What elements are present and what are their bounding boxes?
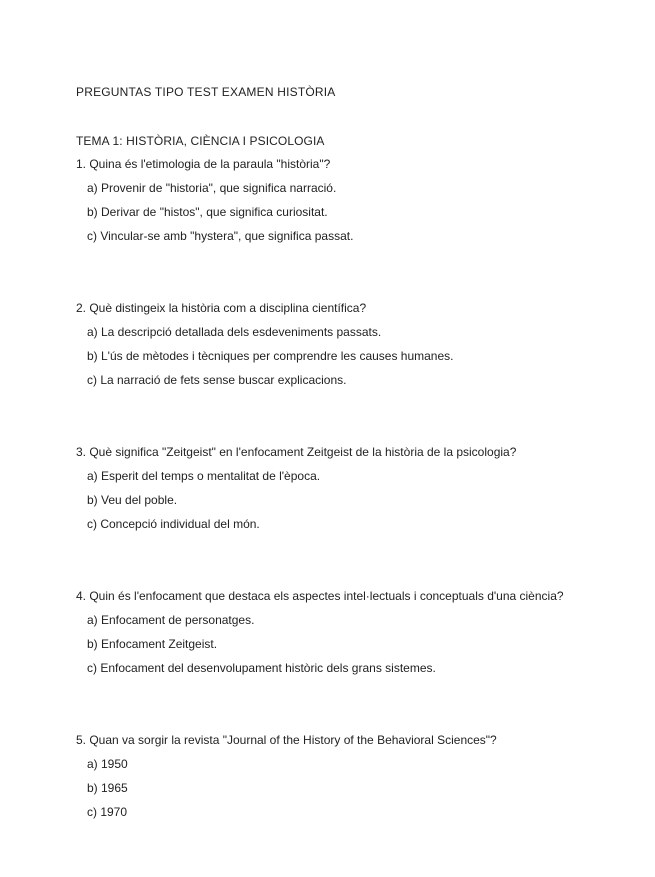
answer-option: b) Enfocament Zeitgeist. [87,637,218,651]
question-5 [76,733,636,829]
question-text: 3. Què significa "Zeitgeist" en l'enfocament Zeitgeist de la història de la psicologia? [76,445,517,459]
answer-option: a) La descripció detallada dels esdeveniments passats. [87,325,382,339]
question-1 [76,157,636,253]
answer-option: c) La narració de fets sense buscar explicacions. [87,373,347,387]
answer-option: c) Vincular-se amb "hystera", que significa passat. [87,229,354,243]
answer-option: a) Provenir de "historia", que significa narració. [87,181,337,195]
question-text: 2. Què distingeix la història com a disciplina científica? [76,301,367,315]
answer-option: b) 1965 [87,781,128,795]
question-list [76,157,636,877]
question-3 [76,445,636,541]
question-4 [76,589,636,685]
question-2 [76,301,636,397]
answer-option: b) Derivar de "histos", que significa curiositat. [87,205,328,219]
question-text: 1. Quina és l'etimologia de la paraula "història"? [76,157,331,171]
document-title: PREGUNTAS TIPO TEST EXAMEN HISTÒRIA [76,85,336,99]
answer-option: a) Enfocament de personatges. [87,613,255,627]
question-text: 5. Quan va sorgir la revista "Journal of the History of the Behavioral Sciences"? [76,733,497,747]
section-title: TEMA 1: HISTÒRIA, CIÈNCIA I PSICOLOGIA [76,134,325,148]
answer-option: b) L'ús de mètodes i tècniques per comprendre les causes humanes. [87,349,454,363]
answer-option: b) Veu del poble. [87,493,178,507]
answer-option: c) Enfocament del desenvolupament històric dels grans sistemes. [87,661,436,675]
answer-option: a) Esperit del temps o mentalitat de l'època. [87,469,321,483]
answer-option: c) 1970 [87,805,128,819]
answer-option: a) 1950 [87,757,128,771]
question-text: 4. Quin és l'enfocament que destaca els aspectes intel·lectuals i conceptuals d'una ciència? [76,589,564,603]
answer-option: c) Concepció individual del món. [87,517,260,531]
